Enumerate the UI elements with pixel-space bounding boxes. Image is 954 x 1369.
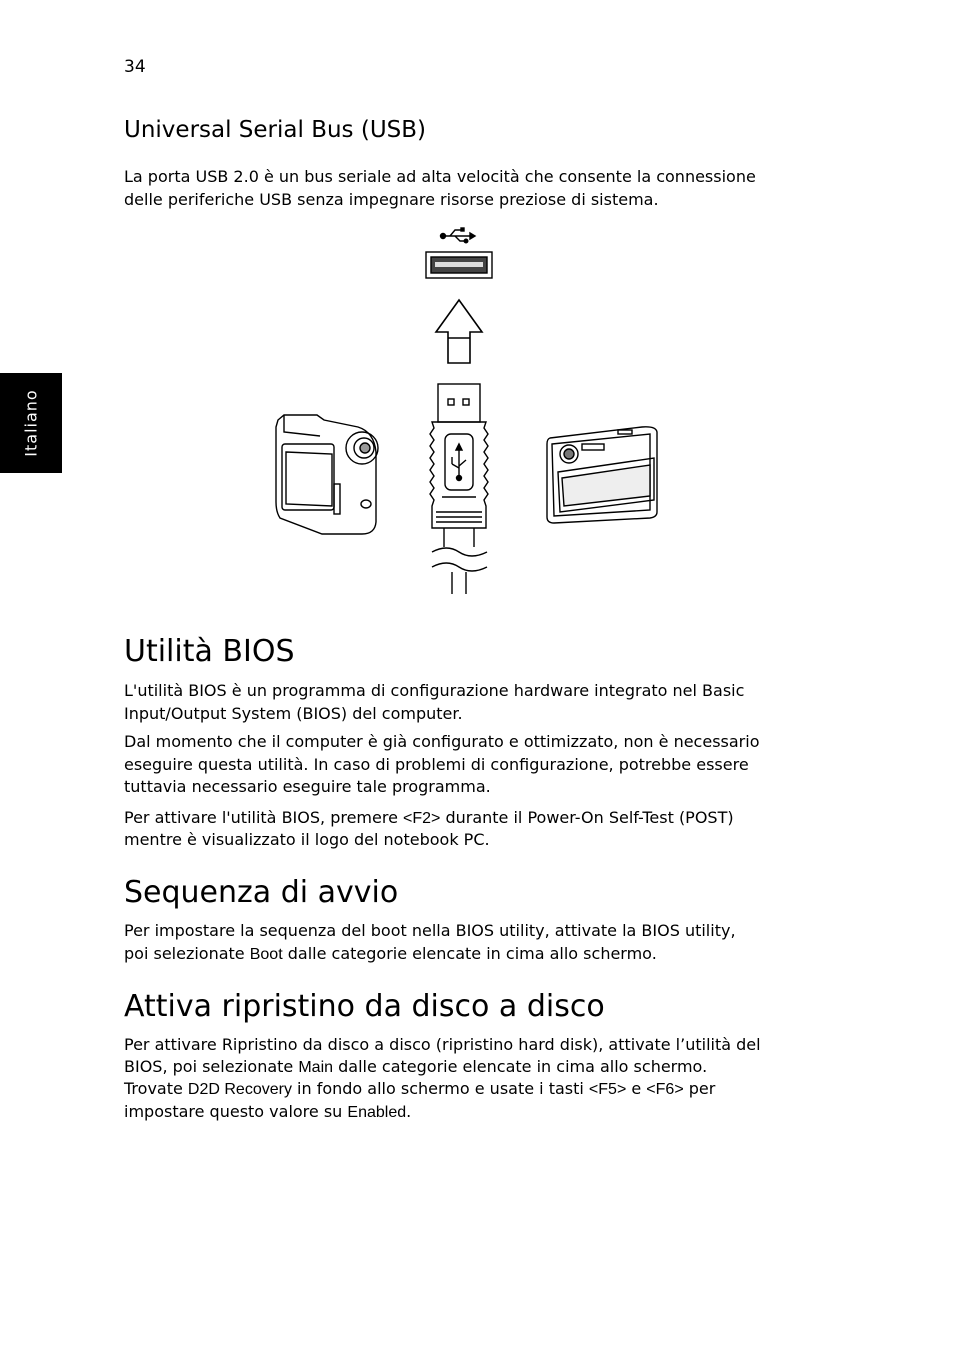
key-f2: <F2>	[403, 810, 441, 827]
key-main: Main	[298, 1059, 334, 1076]
d2d-line4-b: .	[406, 1102, 412, 1121]
d2d-line4	[124, 1101, 814, 1125]
digital-camera-icon	[547, 427, 657, 523]
usb-plug-icon	[430, 384, 488, 594]
key-f5: <F5>	[588, 1081, 627, 1098]
d2d-line2	[124, 1056, 814, 1080]
d2d-line1: Per attivare Ripristino da disco a disco (ripristino hard disk), attivate l’utilità del	[124, 1035, 761, 1054]
bios-p3-line2: mentre è visualizzato il logo del notebook PC.	[124, 830, 490, 849]
page-number: 34	[124, 57, 146, 77]
boot-heading: Sequenza di avvio	[124, 875, 399, 910]
usb-illustration	[262, 222, 662, 597]
d2d-line3-a: Trovate	[124, 1079, 188, 1098]
camcorder-icon	[276, 415, 378, 534]
arrow-up-icon	[436, 300, 482, 363]
usb-port-icon	[426, 252, 492, 278]
bios-p2-line1: Dal momento che il computer è già configurato e ottimizzato, non è necessario	[124, 732, 760, 751]
d2d-line3-c: e	[626, 1079, 647, 1098]
key-d2d-recovery: D2D Recovery	[187, 1081, 292, 1098]
boot-line2	[124, 943, 814, 967]
language-tab	[0, 373, 62, 473]
boot-line2-a: poi selezionate	[124, 944, 250, 963]
key-enabled: Enabled	[347, 1104, 407, 1121]
d2d-line3-d: per	[683, 1079, 716, 1098]
d2d-line4-a: impostare questo valore su	[124, 1102, 348, 1121]
bios-p3-text-b: durante il Power-On Self-Test (POST)	[440, 808, 734, 827]
bios-p1-line2: Input/Output System (BIOS) del computer.	[124, 704, 463, 723]
usb-symbol-icon	[441, 228, 476, 243]
usb-body-line1: La porta USB 2.0 è un bus seriale ad alta velocità che consente la connessione	[124, 167, 756, 186]
bios-p1-line1: L'utilità BIOS è un programma di configurazione hardware integrato nel Basic	[124, 681, 745, 700]
d2d-line3-b: in fondo allo schermo e usate i tasti	[291, 1079, 589, 1098]
boot-line1: Per impostare la sequenza del boot nella BIOS utility, attivate la BIOS utility,	[124, 921, 736, 940]
bios-p2-line2: eseguire questa utilità. In caso di problemi di configurazione, potrebbe essere	[124, 755, 749, 774]
key-boot: Boot	[249, 946, 283, 963]
bios-p2-line3: tuttavia necessario eseguire tale programma.	[124, 777, 491, 796]
language-tab-label: Italiano	[21, 389, 41, 457]
d2d-heading: Attiva ripristino da disco a disco	[124, 989, 605, 1024]
usb-heading: Universal Serial Bus (USB)	[124, 117, 426, 143]
usb-body-line2: delle periferiche USB senza impegnare risorse preziose di sistema.	[124, 190, 659, 209]
d2d-line3	[124, 1078, 814, 1102]
bios-p3-text-a: Per attivare l'utilità BIOS, premere	[124, 808, 403, 827]
key-f6: <F6>	[646, 1081, 684, 1098]
bios-p3-line1	[124, 807, 814, 831]
d2d-line2-b: dalle categorie elencate in cima allo schermo.	[333, 1057, 708, 1076]
boot-line2-b: dalle categorie elencate in cima allo schermo.	[282, 944, 657, 963]
bios-heading: Utilità BIOS	[124, 634, 295, 669]
d2d-line2-a: BIOS, poi selezionate	[124, 1057, 299, 1076]
